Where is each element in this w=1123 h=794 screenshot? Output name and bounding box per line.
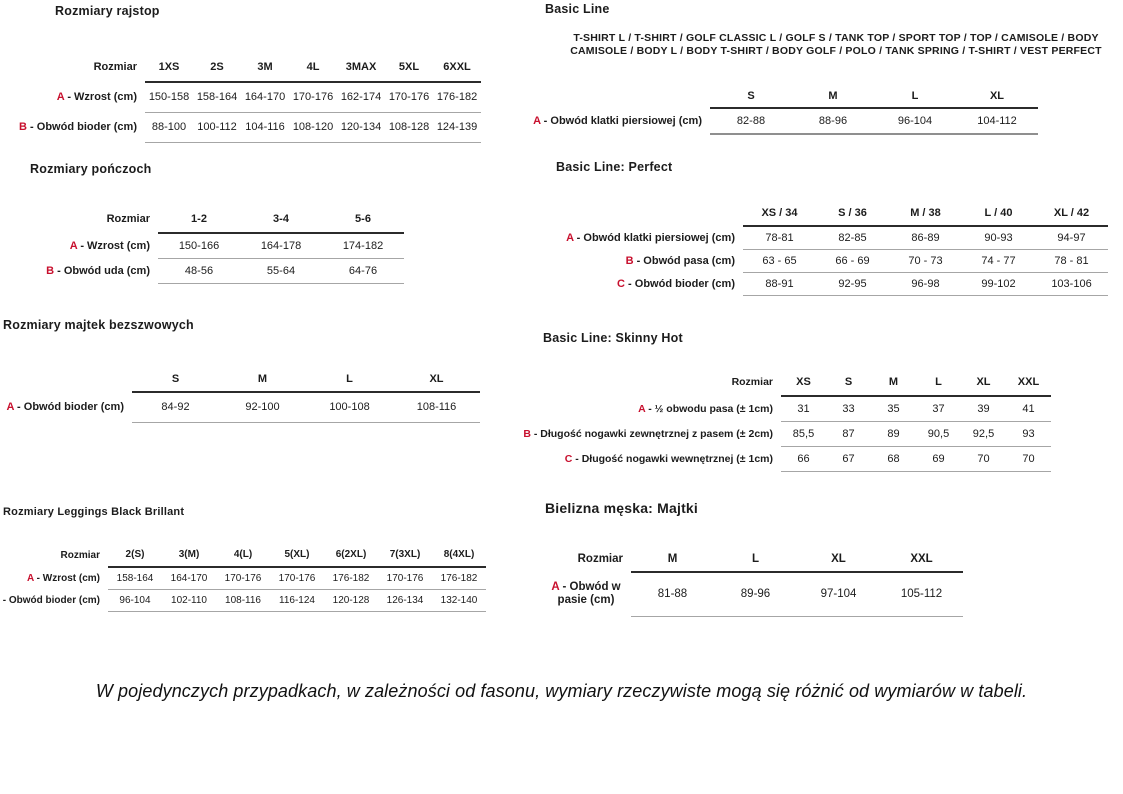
size-value: 102-110: [162, 589, 216, 611]
column-header: 5-6: [322, 205, 404, 233]
size-value: 93: [1006, 421, 1051, 446]
size-table: [42, 205, 404, 284]
row-letter: B: [523, 427, 531, 440]
size-value: 92-100: [219, 392, 306, 422]
section-title-basic-line-perfect: Basic Line: Perfect: [556, 160, 673, 174]
size-value: 70: [1006, 446, 1051, 471]
size-value: 88-96: [792, 108, 874, 134]
size-value: 104-116: [241, 112, 289, 142]
column-header: 3MAX: [337, 52, 385, 82]
size-value: 33: [826, 396, 871, 421]
row-label: A - Wzrost (cm): [27, 572, 100, 584]
size-value: 31: [781, 396, 826, 421]
size-value: 48-56: [158, 258, 240, 283]
size-value: 132-140: [432, 589, 486, 611]
table-corner-label: Rozmiar: [106, 213, 150, 225]
row-label: B - Długość nogawki zewnętrznej z pasem (± 2cm): [523, 427, 773, 440]
table-bielizna-meska-majtki: [541, 546, 963, 617]
column-header: L: [874, 84, 956, 108]
column-header: 3M: [241, 52, 289, 82]
column-header: 5XL: [385, 52, 433, 82]
size-table: [562, 200, 1108, 296]
size-value: 78-81: [743, 226, 816, 249]
size-value: 97-104: [797, 572, 880, 616]
size-value: 124-139: [433, 112, 481, 142]
size-table: [2, 366, 480, 423]
row-letter: A: [566, 231, 574, 244]
size-table: [541, 546, 963, 617]
size-value: 174-182: [322, 233, 404, 258]
row-label: B - Obwód bioder (cm): [19, 121, 137, 133]
size-value: 70: [961, 446, 1006, 471]
column-header: XXL: [1006, 368, 1051, 396]
table-rozmiary-leggings: [0, 543, 486, 612]
row-letter: A: [56, 91, 65, 103]
row-letter: A: [27, 572, 34, 584]
column-header: L: [306, 366, 393, 392]
section-title-ponczochy: Rozmiary pończoch: [30, 162, 152, 176]
row-label: A - Obwód w pasie (cm): [551, 581, 621, 606]
size-value: 37: [916, 396, 961, 421]
size-value: 150-166: [158, 233, 240, 258]
size-value: 103-106: [1035, 272, 1108, 295]
size-value: 35: [871, 396, 916, 421]
column-header: 1XS: [145, 52, 193, 82]
size-value: 170-176: [289, 82, 337, 112]
section-title-majtki-bezszwowe: Rozmiary majtek bezszwowych: [3, 318, 194, 332]
row-label: A - Wzrost (cm): [69, 239, 150, 252]
size-value: 176-182: [433, 82, 481, 112]
size-value: 158-164: [108, 567, 162, 589]
table-rozmiary-majtek-bezszwowych: [2, 366, 480, 423]
size-value: 90-93: [962, 226, 1035, 249]
size-table: [529, 84, 1038, 135]
size-value: 74 - 77: [962, 249, 1035, 272]
size-value: 90,5: [916, 421, 961, 446]
table-basic-line-skinny-hot: [519, 368, 1051, 472]
column-header: M: [631, 546, 714, 572]
size-value: 66: [781, 446, 826, 471]
column-header: 3-4: [240, 205, 322, 233]
size-value: 63 - 65: [743, 249, 816, 272]
size-value: 89-96: [714, 572, 797, 616]
row-letter: B: [625, 254, 634, 267]
size-value: 126-134: [378, 589, 432, 611]
column-header: 5(XL): [270, 543, 324, 567]
column-header: XL: [393, 366, 480, 392]
size-value: 120-128: [324, 589, 378, 611]
column-header: XL: [956, 84, 1038, 108]
size-value: 89: [871, 421, 916, 446]
size-value: 99-102: [962, 272, 1035, 295]
row-label: A - Obwód klatki piersiowej (cm): [533, 115, 702, 127]
row-letter: A: [533, 115, 541, 127]
size-value: 108-116: [393, 392, 480, 422]
column-header: L: [916, 368, 961, 396]
section-title-basic-line-skinny-hot: Basic Line: Skinny Hot: [543, 331, 683, 345]
size-value: 94-97: [1035, 226, 1108, 249]
column-header: 3(M): [162, 543, 216, 567]
row-letter: A: [6, 401, 14, 413]
size-value: 96-104: [874, 108, 956, 134]
size-value: 108-116: [216, 589, 270, 611]
section-title-basic-line: Basic Line: [545, 2, 610, 16]
size-value: 158-164: [193, 82, 241, 112]
size-value: 55-64: [240, 258, 322, 283]
table-corner-label: [562, 200, 743, 226]
size-value: 87: [826, 421, 871, 446]
column-header: 1-2: [158, 205, 240, 233]
size-value: 100-108: [306, 392, 393, 422]
size-value: 96-98: [889, 272, 962, 295]
column-header: XL: [961, 368, 1006, 396]
column-header: S: [826, 368, 871, 396]
size-value: 108-128: [385, 112, 433, 142]
row-letter: A: [638, 402, 646, 415]
size-value: 41: [1006, 396, 1051, 421]
row-letter: A: [69, 239, 78, 252]
column-header: S: [132, 366, 219, 392]
size-value: 164-170: [241, 82, 289, 112]
size-value: 164-178: [240, 233, 322, 258]
column-header: 2(S): [108, 543, 162, 567]
table-rozmiary-ponczochy: [42, 205, 404, 284]
column-header: 8(4XL): [432, 543, 486, 567]
section-title-rajstop: Rozmiary rajstop: [55, 4, 160, 18]
size-value: 176-182: [324, 567, 378, 589]
row-label: C - Długość nogawki wewnętrznej (± 1cm): [564, 452, 773, 465]
row-letter: B: [46, 264, 55, 277]
column-header: L: [714, 546, 797, 572]
size-value: 85,5: [781, 421, 826, 446]
column-header: 4L: [289, 52, 337, 82]
row-letter: C: [564, 452, 573, 465]
size-value: 92-95: [816, 272, 889, 295]
size-value: 104-112: [956, 108, 1038, 134]
table-basic-line: [529, 84, 1038, 135]
size-value: 84-92: [132, 392, 219, 422]
column-header: XS / 34: [743, 200, 816, 226]
size-value: 120-134: [337, 112, 385, 142]
table-rozmiary-rajstop: [15, 52, 481, 143]
column-header: 2S: [193, 52, 241, 82]
size-value: 176-182: [432, 567, 486, 589]
table-corner-label: [529, 84, 710, 108]
size-value: 68: [871, 446, 916, 471]
size-value: 170-176: [216, 567, 270, 589]
size-value: 78 - 81: [1035, 249, 1108, 272]
table-corner-label: Rozmiar: [731, 376, 773, 388]
column-header: M: [792, 84, 874, 108]
row-label: - Obwód bioder (cm): [0, 594, 100, 606]
section-title-bielizna-meska: Bielizna męska: Majtki: [545, 500, 699, 516]
size-table: [15, 52, 481, 143]
size-value: 108-120: [289, 112, 337, 142]
size-value: 69: [916, 446, 961, 471]
table-corner-label: Rozmiar: [577, 553, 623, 565]
row-label: C - Obwód bioder (cm): [617, 277, 735, 290]
column-header: L / 40: [962, 200, 1035, 226]
row-label: A - Obwód klatki piersiowej (cm): [566, 231, 735, 244]
size-value: 92,5: [961, 421, 1006, 446]
size-value: 150-158: [145, 82, 193, 112]
row-label: A - Wzrost (cm): [56, 91, 137, 103]
basic-line-products-list: T-SHIRT L / T-SHIRT / GOLF CLASSIC L / GOLF S / TANK TOP / SPORT TOP / TOP / CAMISOLE / BODY CAMISOLE / BODY L / BODY T-SHIRT / BODY GOLF / POLO / TANK SPRING / T-SHIRT / VEST PERFECT: [570, 32, 1102, 57]
row-label: A - ½ obwodu pasa (± 1cm): [638, 402, 773, 415]
size-value: 82-88: [710, 108, 792, 134]
size-value: 86-89: [889, 226, 962, 249]
size-value: 82-85: [816, 226, 889, 249]
row-label: A - Obwód bioder (cm): [6, 401, 124, 413]
column-header: XL: [797, 546, 880, 572]
column-header: M / 38: [889, 200, 962, 226]
column-header: 7(3XL): [378, 543, 432, 567]
column-header: XL / 42: [1035, 200, 1108, 226]
column-header: S: [710, 84, 792, 108]
row-label: B - Obwód uda (cm): [46, 264, 150, 277]
size-value: 164-170: [162, 567, 216, 589]
column-header: 6XXL: [433, 52, 481, 82]
column-header: S / 36: [816, 200, 889, 226]
size-value: 66 - 69: [816, 249, 889, 272]
column-header: M: [871, 368, 916, 396]
size-disclaimer-note: W pojedynczych przypadkach, w zależności od fasonu, wymiary rzeczywiste mogą się różnić od wymiarów w tabeli.: [95, 681, 1028, 701]
size-value: 70 - 73: [889, 249, 962, 272]
column-header: 4(L): [216, 543, 270, 567]
size-value: 162-174: [337, 82, 385, 112]
size-value: 64-76: [322, 258, 404, 283]
size-value: 96-104: [108, 589, 162, 611]
column-header: XXL: [880, 546, 963, 572]
column-header: 6(2XL): [324, 543, 378, 567]
row-letter: C: [617, 277, 625, 290]
size-table: [519, 368, 1051, 472]
size-table: [0, 543, 486, 612]
row-label: B - Obwód pasa (cm): [625, 254, 735, 267]
row-letter: A: [551, 581, 560, 593]
size-value: 170-176: [378, 567, 432, 589]
size-value: 100-112: [193, 112, 241, 142]
column-header: XS: [781, 368, 826, 396]
table-corner-label: [2, 366, 132, 392]
size-value: 105-112: [880, 572, 963, 616]
table-basic-line-perfect: [562, 200, 1108, 296]
size-value: 67: [826, 446, 871, 471]
size-value: 81-88: [631, 572, 714, 616]
section-title-leggings: Rozmiary Leggings Black Brillant: [3, 506, 185, 518]
size-value: 39: [961, 396, 1006, 421]
table-corner-label: Rozmiar: [93, 61, 137, 73]
size-value: 116-124: [270, 589, 324, 611]
column-header: M: [219, 366, 306, 392]
size-value: 170-176: [270, 567, 324, 589]
table-corner-label: Rozmiar: [60, 549, 100, 561]
size-value: 88-100: [145, 112, 193, 142]
size-value: 88-91: [743, 272, 816, 295]
size-value: 170-176: [385, 82, 433, 112]
row-letter: B: [19, 121, 27, 133]
